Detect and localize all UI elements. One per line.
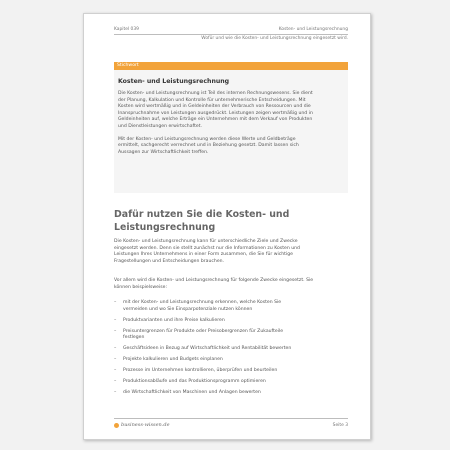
bullet-marker: – xyxy=(114,346,117,352)
header-divider xyxy=(114,34,348,35)
list-item xyxy=(114,368,354,375)
list-item-text: Prozesse im Unternehmen kontrollieren, überprüfen und beurteilen xyxy=(123,368,278,374)
keyword-paragraph-2: Mit der Kosten- und Leistungsrechnung werden diese Werte und Geldbeträge ermittelt, sachgerecht verrechnet und in Beziehung gesetzt. Damit lassen sich Aussagen zur Wirtschaftlichkeit treffen. xyxy=(118,136,299,155)
keyword-tab: Stichwort xyxy=(114,62,348,70)
document-page xyxy=(83,13,371,440)
bullet-marker: – xyxy=(114,379,117,385)
header-topic: Kosten- und Leistungsrechnung xyxy=(278,27,348,32)
bullet-marker: – xyxy=(114,357,117,363)
list-item-text: Projekte kalkulieren und Budgets einplanen xyxy=(123,357,223,363)
list-item-text: Produktvarianten und ihre Preise kalkulieren xyxy=(123,317,225,323)
list-item-text: Preisuntergrenzen für Produkte oder Preisobergrenzen für Zukaufteile festlegen xyxy=(123,328,284,341)
list-item xyxy=(114,318,354,325)
list-item xyxy=(114,300,354,313)
list-item xyxy=(114,346,354,353)
logo-text: business-wissen.de xyxy=(121,422,170,428)
section-heading: Dafür nutzen Sie die Kosten- und Leistungsrechnung xyxy=(114,209,290,233)
list-item xyxy=(114,357,354,364)
list-item-text: mit der Kosten- und Leistungsrechnung erkennen, welche Kosten Sie vermeiden und wo Sie Einsparpotenziale nutzen können xyxy=(123,300,282,312)
bullet-marker: – xyxy=(114,368,117,374)
bullet-marker: – xyxy=(114,300,117,305)
section-intro-2: Vor allem wird die Kosten- und Leistungsrechnung für folgende Zwecke eingesetzt. Sie können beispielsweise: xyxy=(114,278,314,290)
logo-dot-icon xyxy=(114,423,119,428)
footer-divider xyxy=(114,418,348,419)
keyword-paragraph-1: Die Kosten- und Leistungsrechnung ist Teil des internen Rechnungswesens. Sie dient der Planung, Kalkulation und Kontrolle für unternehmerische Entscheidungen. Mit Kosten wird wertmäßig und in Geldeinheiten der Verbrauch von Ressourcen und die Inanspruchnahme von Leistungen ausgedrückt. Leistungen zeigen wertmäßig und in Geldeinheiten auf, welche Erträge ein Unternehmen mit dem Verkauf von Produkten und Dienstleistungen erwirtschaftet. xyxy=(118,91,313,129)
header-subtitle: Wofür und wie die Kosten- und Leistungsrechnung eingesetzt wird. xyxy=(201,36,348,41)
header-chapter: Kapitel 039 xyxy=(114,27,139,32)
page-number: Seite 3 xyxy=(332,423,348,428)
bullet-marker: – xyxy=(114,317,117,323)
list-item xyxy=(114,329,354,342)
keyword-box xyxy=(114,62,348,193)
list-item xyxy=(114,379,354,386)
list-item xyxy=(114,390,354,397)
list-item-text: Geschäftsideen in Bezug auf Wirtschaftlichkeit und Rentabilität bewerten xyxy=(123,346,292,352)
section-intro: Die Kosten- und Leistungsrechnung kann für unterschiedliche Ziele und Zwecke eingesetzt werden. Denn sie stellt zunächst nur die Informationen zu Kosten und Leistungen Ihres Unternehmens in einer Form zusammen, die Sie für wichtige Fragestellungen und Entscheidungen brauchen. xyxy=(114,239,300,265)
list-item-text: die Wirtschaftlichkeit von Maschinen und Anlagen bewerten xyxy=(123,390,261,396)
bullet-marker: – xyxy=(114,328,117,334)
bullet-marker: – xyxy=(114,390,117,396)
keyword-title: Kosten- und Leistungsrechnung xyxy=(118,78,230,85)
purpose-list xyxy=(114,300,354,401)
footer-logo xyxy=(114,422,170,428)
list-item-text: Produktionsabläufe und das Produktionsprogramm optimieren xyxy=(123,379,266,385)
